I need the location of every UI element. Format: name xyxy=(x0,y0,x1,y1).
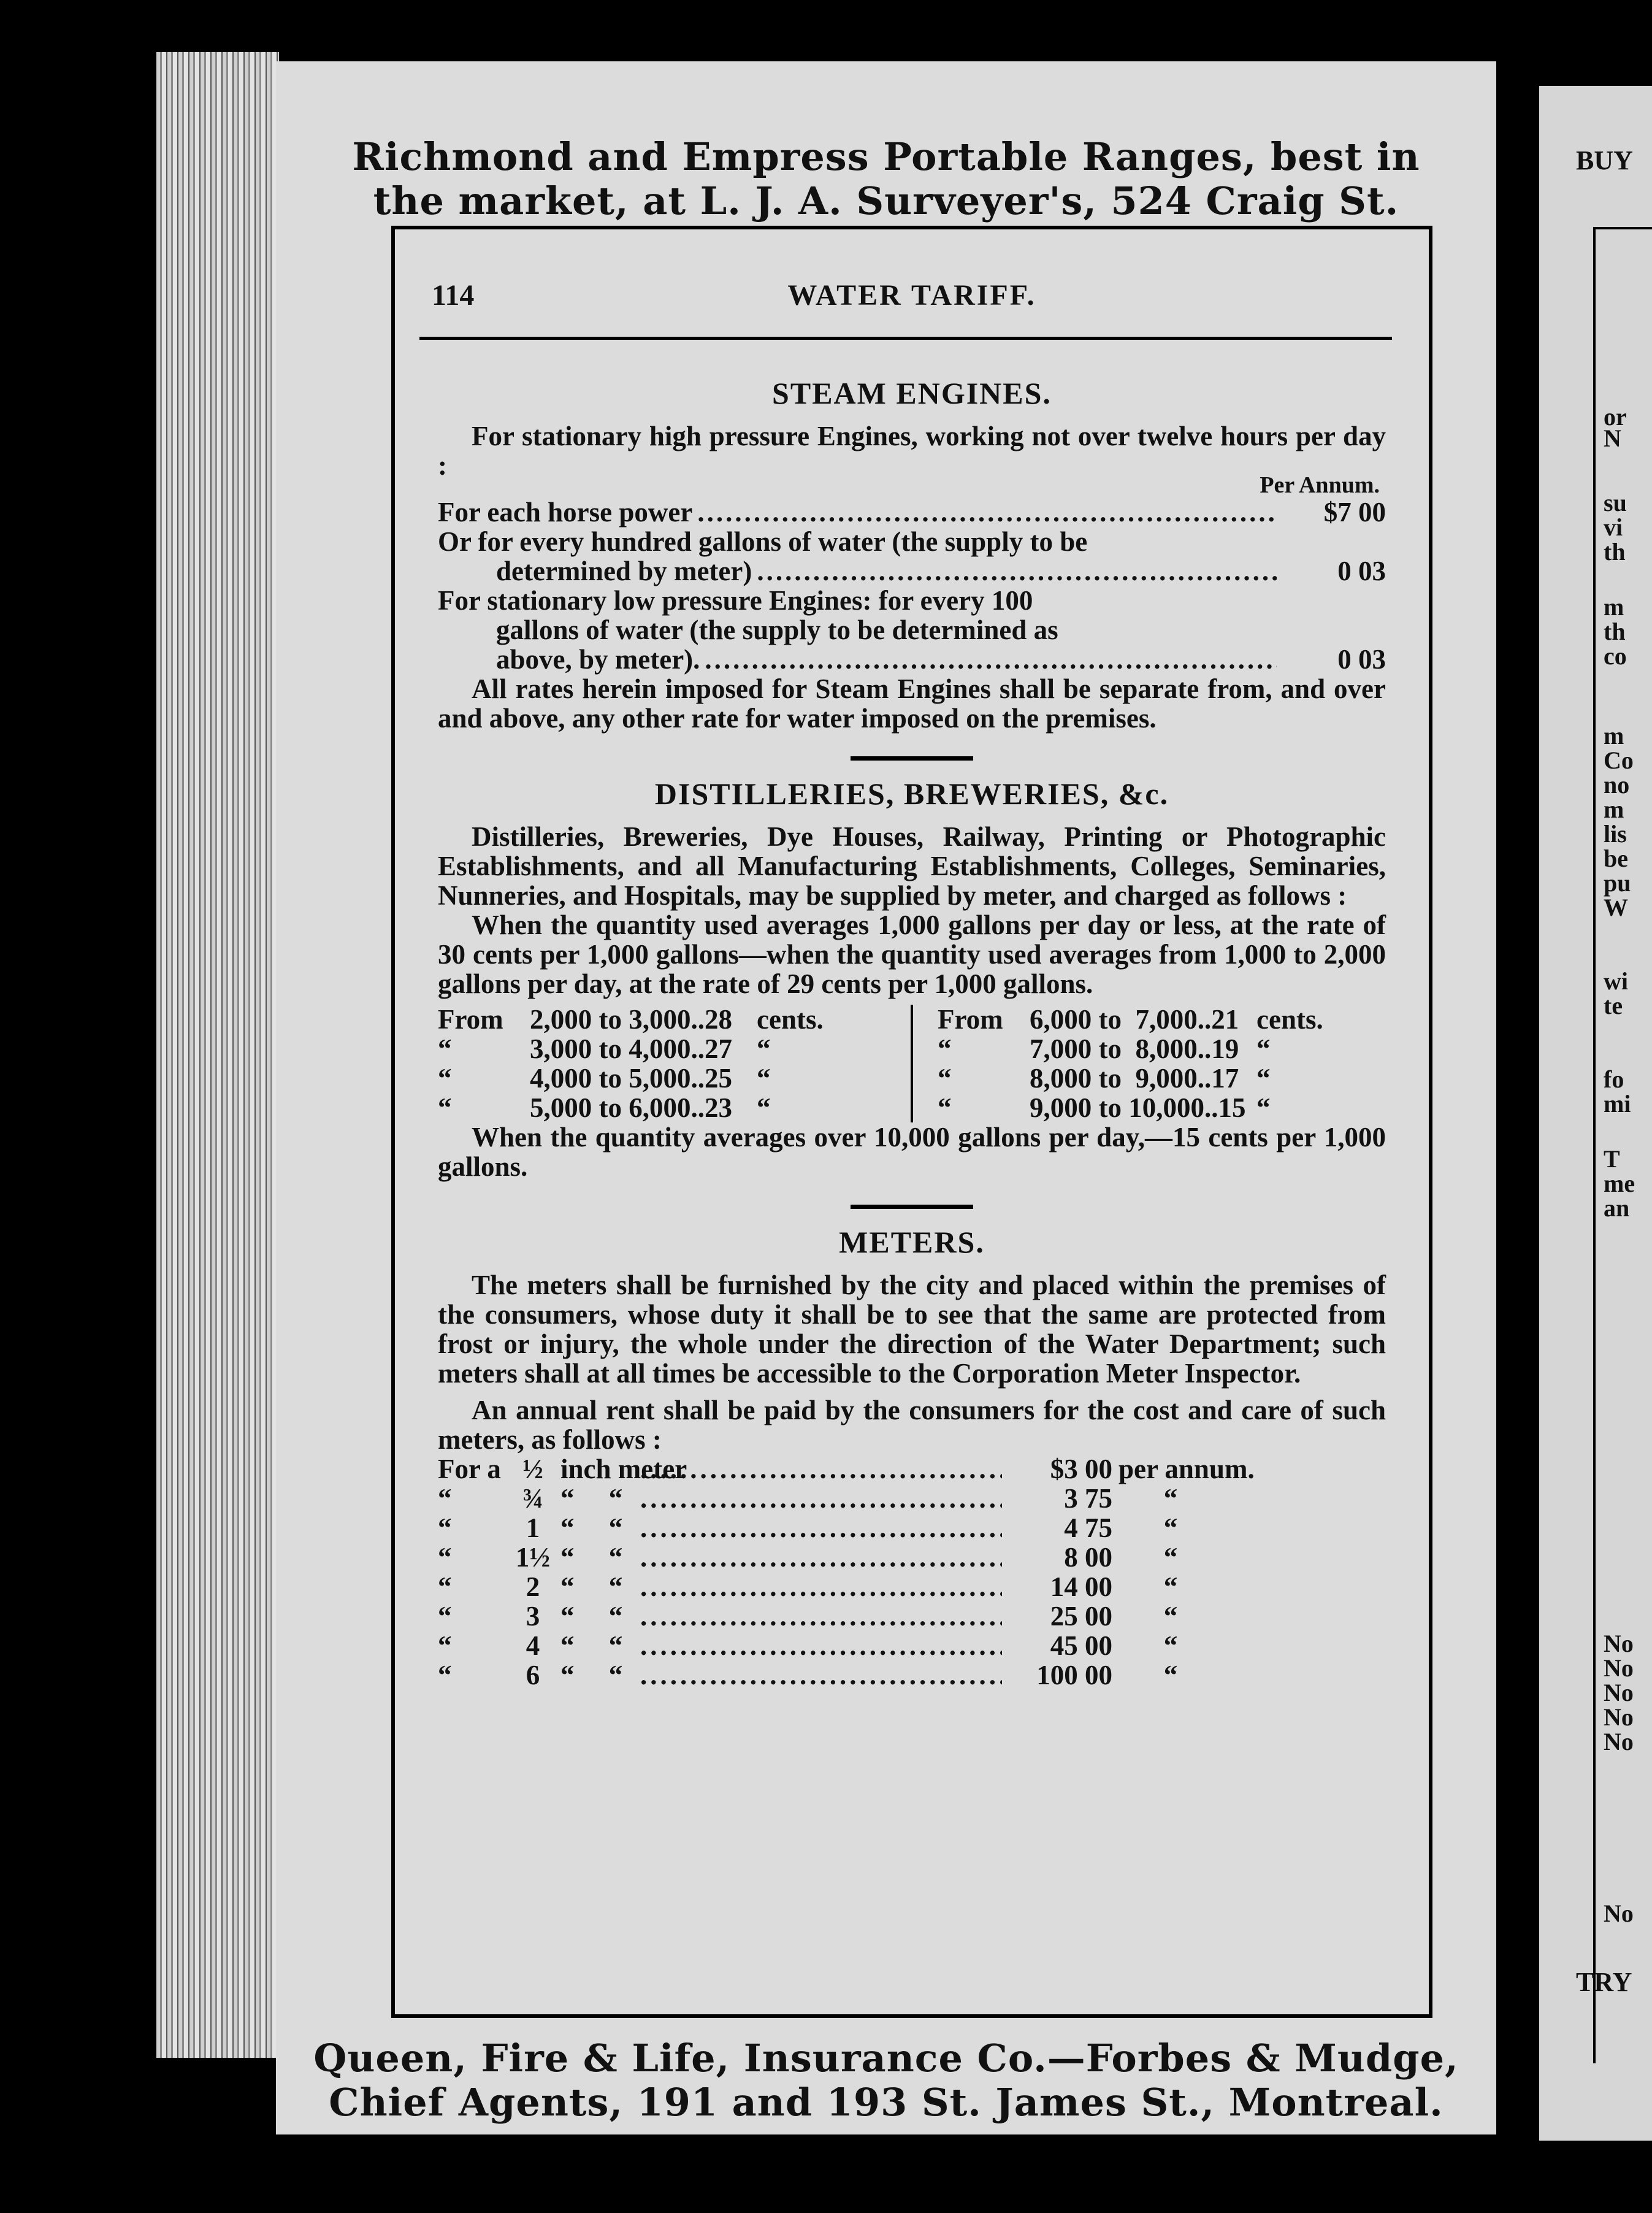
rate-cell: From xyxy=(938,1004,1003,1035)
running-header xyxy=(419,278,1404,315)
dot-leader xyxy=(640,1454,1002,1484)
per-annum-label: Per Annum. xyxy=(1260,472,1380,498)
next-page-text-fragment: no xyxy=(1604,771,1630,799)
next-page-text-fragment: N xyxy=(1604,424,1621,452)
next-page-text-fragment: th xyxy=(1604,618,1626,645)
rate-cell: 9,000 to 10,000..15 xyxy=(1030,1092,1246,1123)
distilleries-over-text: When the quantity averages over 10,000 gallons per day,—15 cents per 1,000 gallons. xyxy=(438,1122,1386,1182)
meter-cell-b: “ “ xyxy=(560,1571,623,1602)
meters-heading: METERS. xyxy=(839,1225,985,1259)
rate-row xyxy=(438,1093,886,1122)
meter-cell-amt: 14 00 xyxy=(1050,1571,1112,1602)
next-page-text-fragment: su xyxy=(1604,489,1627,516)
meter-rent-table xyxy=(438,1454,1386,1690)
next-page-bottom-text: TRY xyxy=(1576,1967,1632,1997)
rate-row xyxy=(938,1005,1386,1034)
meter-cell-a: “ xyxy=(438,1630,452,1661)
meter-cell-size: 1 xyxy=(526,1513,540,1543)
meter-cell-b: “ “ xyxy=(560,1542,623,1573)
rate-cell: “ xyxy=(757,1092,771,1123)
meters-text-2: An annual rent shall be paid by the consumers for the cost and care of such meters, as follows : xyxy=(438,1395,1386,1455)
top-advertisement xyxy=(276,135,1496,223)
page-content xyxy=(438,361,1386,1690)
meter-cell-c: “ xyxy=(1163,1630,1178,1661)
meter-cell-b: “ “ xyxy=(560,1513,623,1543)
meter-cell-b: “ “ xyxy=(560,1660,623,1690)
next-page-text-fragment: No xyxy=(1604,1728,1634,1755)
low-pressure-line-1: For stationary low pressure Engines: for every 100 xyxy=(438,585,1033,616)
next-page-text-fragment: co xyxy=(1604,642,1627,670)
meter-cell-a: For a xyxy=(438,1454,501,1484)
rate-row xyxy=(938,1034,1386,1064)
meter-cell-c: “ xyxy=(1163,1601,1178,1632)
hundred-gallons-line-1: Or for every hundred gallons of water (the supply to be xyxy=(438,526,1088,557)
rate-cell: “ xyxy=(438,1092,452,1123)
rate-cell: 2,000 to 3,000..28 xyxy=(530,1004,732,1035)
steam-note: All rates herein imposed for Steam Engines shall be separate from, and over and above, any other rate for water imposed on the premises. xyxy=(438,673,1386,734)
meter-cell-size: 6 xyxy=(526,1660,540,1690)
rate-cell: “ xyxy=(938,1063,952,1094)
rate-cell: “ xyxy=(438,1063,452,1094)
next-page-text-fragment: be xyxy=(1604,845,1628,872)
meter-cell-amt: 4 75 xyxy=(1064,1513,1112,1543)
meter-cell-b: inch meter xyxy=(560,1454,687,1484)
meter-cell-b: “ “ xyxy=(560,1630,623,1661)
dot-leader xyxy=(640,1660,1002,1690)
bottom-ad-line-1: Queen, Fire & Life, Insurance Co.—Forbes & Mudge, xyxy=(313,2036,1459,2081)
top-ad-line-2: the market, at L. J. A. Surveyer's, 524 Craig St. xyxy=(373,178,1399,223)
dot-leader xyxy=(640,1572,1002,1601)
next-page-text-fragment: an xyxy=(1604,1194,1630,1222)
top-ad-line-1: Richmond and Empress Portable Ranges, best in xyxy=(352,134,1420,179)
section-divider xyxy=(851,756,973,761)
next-page-text-fragment: mi xyxy=(1604,1090,1631,1118)
rate-cell: From xyxy=(438,1004,503,1035)
bottom-ad-line-2: Chief Agents, 191 and 193 St. James St., Montreal. xyxy=(329,2080,1444,2125)
meter-cell-b: “ “ xyxy=(560,1483,623,1514)
rate-row xyxy=(438,1005,886,1034)
dot-leader xyxy=(640,1601,1002,1631)
meter-cell-size: 1½ xyxy=(515,1542,551,1573)
dot-leader xyxy=(640,1513,1002,1543)
meter-cell-c: “ xyxy=(1163,1513,1178,1543)
rate-table-right xyxy=(913,1005,1386,1122)
rate-cell: “ xyxy=(438,1034,452,1064)
rate-cell: “ xyxy=(938,1092,952,1123)
book-page-edges xyxy=(156,52,279,2058)
meter-cell-size: 4 xyxy=(526,1630,540,1661)
meter-cell-a: “ xyxy=(438,1513,452,1543)
next-page-top-text: BUY xyxy=(1576,145,1633,175)
next-page-text-fragment: m xyxy=(1604,796,1624,823)
next-page-text-fragment: T xyxy=(1604,1145,1620,1173)
next-page-text-fragment: No xyxy=(1604,1679,1634,1706)
rate-cell: “ xyxy=(938,1034,952,1064)
rate-row xyxy=(438,1034,886,1064)
meter-cell-amt: 45 00 xyxy=(1050,1630,1112,1661)
rate-cell: 7,000 to 8,000..19 xyxy=(1030,1034,1239,1064)
next-page-text-fragment: te xyxy=(1604,992,1623,1019)
next-page-text-fragment: vi xyxy=(1604,513,1623,541)
rate-cell: cents. xyxy=(1256,1004,1323,1035)
next-page-text-fragment: No xyxy=(1604,1703,1634,1731)
meter-cell-c: “ xyxy=(1163,1660,1178,1690)
next-page-text-fragment: th xyxy=(1604,538,1626,566)
meter-cell-amt: 100 00 xyxy=(1036,1660,1112,1690)
meter-cell-amt: 25 00 xyxy=(1050,1601,1112,1632)
next-page-text-fragment: m xyxy=(1604,593,1624,621)
meter-cell-a: “ xyxy=(438,1542,452,1573)
steam-intro: For stationary high pressure Engines, working not over twelve hours per day : xyxy=(438,421,1386,481)
low-pressure-rate: above, by meter). ..... 0 03 xyxy=(438,645,1386,674)
dot-leader xyxy=(640,1543,1002,1572)
rate-cell: 4,000 to 5,000..25 xyxy=(530,1063,732,1094)
next-page-text-fragment: fo xyxy=(1604,1065,1624,1093)
rate-cell: “ xyxy=(1256,1092,1271,1123)
meter-cell-size: 2 xyxy=(526,1571,540,1602)
next-page-text-fragment: wi xyxy=(1604,967,1628,995)
next-page-text-fragment: lis xyxy=(1604,820,1627,848)
meter-cell-a: “ xyxy=(438,1483,452,1514)
meter-cell-a: “ xyxy=(438,1571,452,1602)
book-page xyxy=(276,61,1496,2134)
rate-cell: 3,000 to 4,000..27 xyxy=(530,1034,732,1064)
hundred-gallons-rate: determined by meter) ..... 0 03 xyxy=(438,556,1386,586)
distilleries-intro: Distilleries, Breweries, Dye Houses, Railway, Printing or Photographic Establishments, and all Manufacturing Establishments, Colleges, Seminaries, Nunneries, and Hospitals, may be supplied by meter, and charged as follows : xyxy=(438,821,1386,911)
meter-cell-b: “ “ xyxy=(560,1601,623,1632)
rate-cell: 5,000 to 6,000..23 xyxy=(530,1092,732,1123)
rate-row xyxy=(938,1064,1386,1093)
rate-cell: “ xyxy=(757,1063,771,1094)
rate-cell: “ xyxy=(1256,1063,1271,1094)
bottom-advertisement xyxy=(276,2036,1496,2125)
meter-cell-size: ½ xyxy=(522,1454,543,1484)
page-frame xyxy=(391,226,1432,2018)
next-page-text-fragment: W xyxy=(1604,894,1628,921)
rate-row xyxy=(438,1064,886,1093)
meter-cell-size: ¾ xyxy=(522,1483,543,1514)
rate-cell: “ xyxy=(1256,1034,1271,1064)
low-pressure-amount: 0 03 xyxy=(1337,644,1386,675)
page-number: 114 xyxy=(432,279,475,312)
dot-leader xyxy=(640,1631,1002,1660)
rate-row xyxy=(938,1093,1386,1122)
meter-cell-size: 3 xyxy=(526,1601,540,1632)
next-page-text-fragment: Co xyxy=(1604,746,1634,774)
rate-cell: 8,000 to 9,000..17 xyxy=(1030,1063,1239,1094)
distilleries-rate-table xyxy=(438,1005,1386,1122)
rate-cell: “ xyxy=(757,1034,771,1064)
meter-cell-amt: 3 75 xyxy=(1064,1483,1112,1514)
hundred-gallons-amount: 0 03 xyxy=(1337,556,1386,586)
meter-cell-a: “ xyxy=(438,1660,452,1690)
horse-power-rate: For each horse power ..... $7 00 xyxy=(438,497,1386,527)
next-page-text-fragment: pu xyxy=(1604,869,1631,897)
horse-power-amount: $7 00 xyxy=(1323,497,1386,527)
page-title: WATER TARIFF. xyxy=(787,279,1036,312)
next-page-text-fragment: No xyxy=(1604,1900,1634,1927)
header-rule xyxy=(419,337,1392,340)
distilleries-rate-text: When the quantity used averages 1,000 gallons per day or less, at the rate of 30 cents per 1,000 gallons—when the quantity used averages from 1,000 to 2,000 gallons per day, at the rate of 29 cents per 1,000 gallons. xyxy=(438,910,1386,999)
meter-cell-c: “ xyxy=(1163,1542,1178,1573)
meter-cell-c: “ xyxy=(1163,1571,1178,1602)
next-page-text-fragment: No xyxy=(1604,1654,1634,1682)
dot-leader xyxy=(640,1484,1002,1513)
meter-cell-a: “ xyxy=(438,1601,452,1632)
meter-cell-amt: 8 00 xyxy=(1064,1542,1112,1573)
meter-cell-amt: $3 00 xyxy=(1050,1454,1112,1484)
meter-cell-c: per annum. xyxy=(1119,1454,1255,1484)
low-pressure-line-2: gallons of water (the supply to be determined as xyxy=(496,615,1058,645)
next-page-text-fragment: m xyxy=(1604,722,1624,750)
section-divider xyxy=(851,1205,973,1209)
distilleries-heading: DISTILLERIES, BREWERIES, &c. xyxy=(654,777,1169,811)
rate-table-left xyxy=(438,1005,913,1122)
next-page-text-fragment: me xyxy=(1604,1170,1635,1197)
next-page-text-fragment: or xyxy=(1604,403,1627,431)
next-page-text-fragment: No xyxy=(1604,1630,1634,1657)
steam-engines-heading: STEAM ENGINES. xyxy=(772,376,1052,410)
next-page-fragment xyxy=(1539,86,1652,2141)
meter-cell-c: “ xyxy=(1163,1483,1178,1514)
rate-cell: 6,000 to 7,000..21 xyxy=(1030,1004,1239,1035)
rate-cell: cents. xyxy=(757,1004,824,1035)
meters-text-1: The meters shall be furnished by the city and placed within the premises of the consumers, whose duty it shall be to see that the same are protected from frost or injury, the whole under the direction of the Water Department; such meters shall at all times be accessible to the Corporation Meter Inspector. xyxy=(438,1270,1386,1389)
